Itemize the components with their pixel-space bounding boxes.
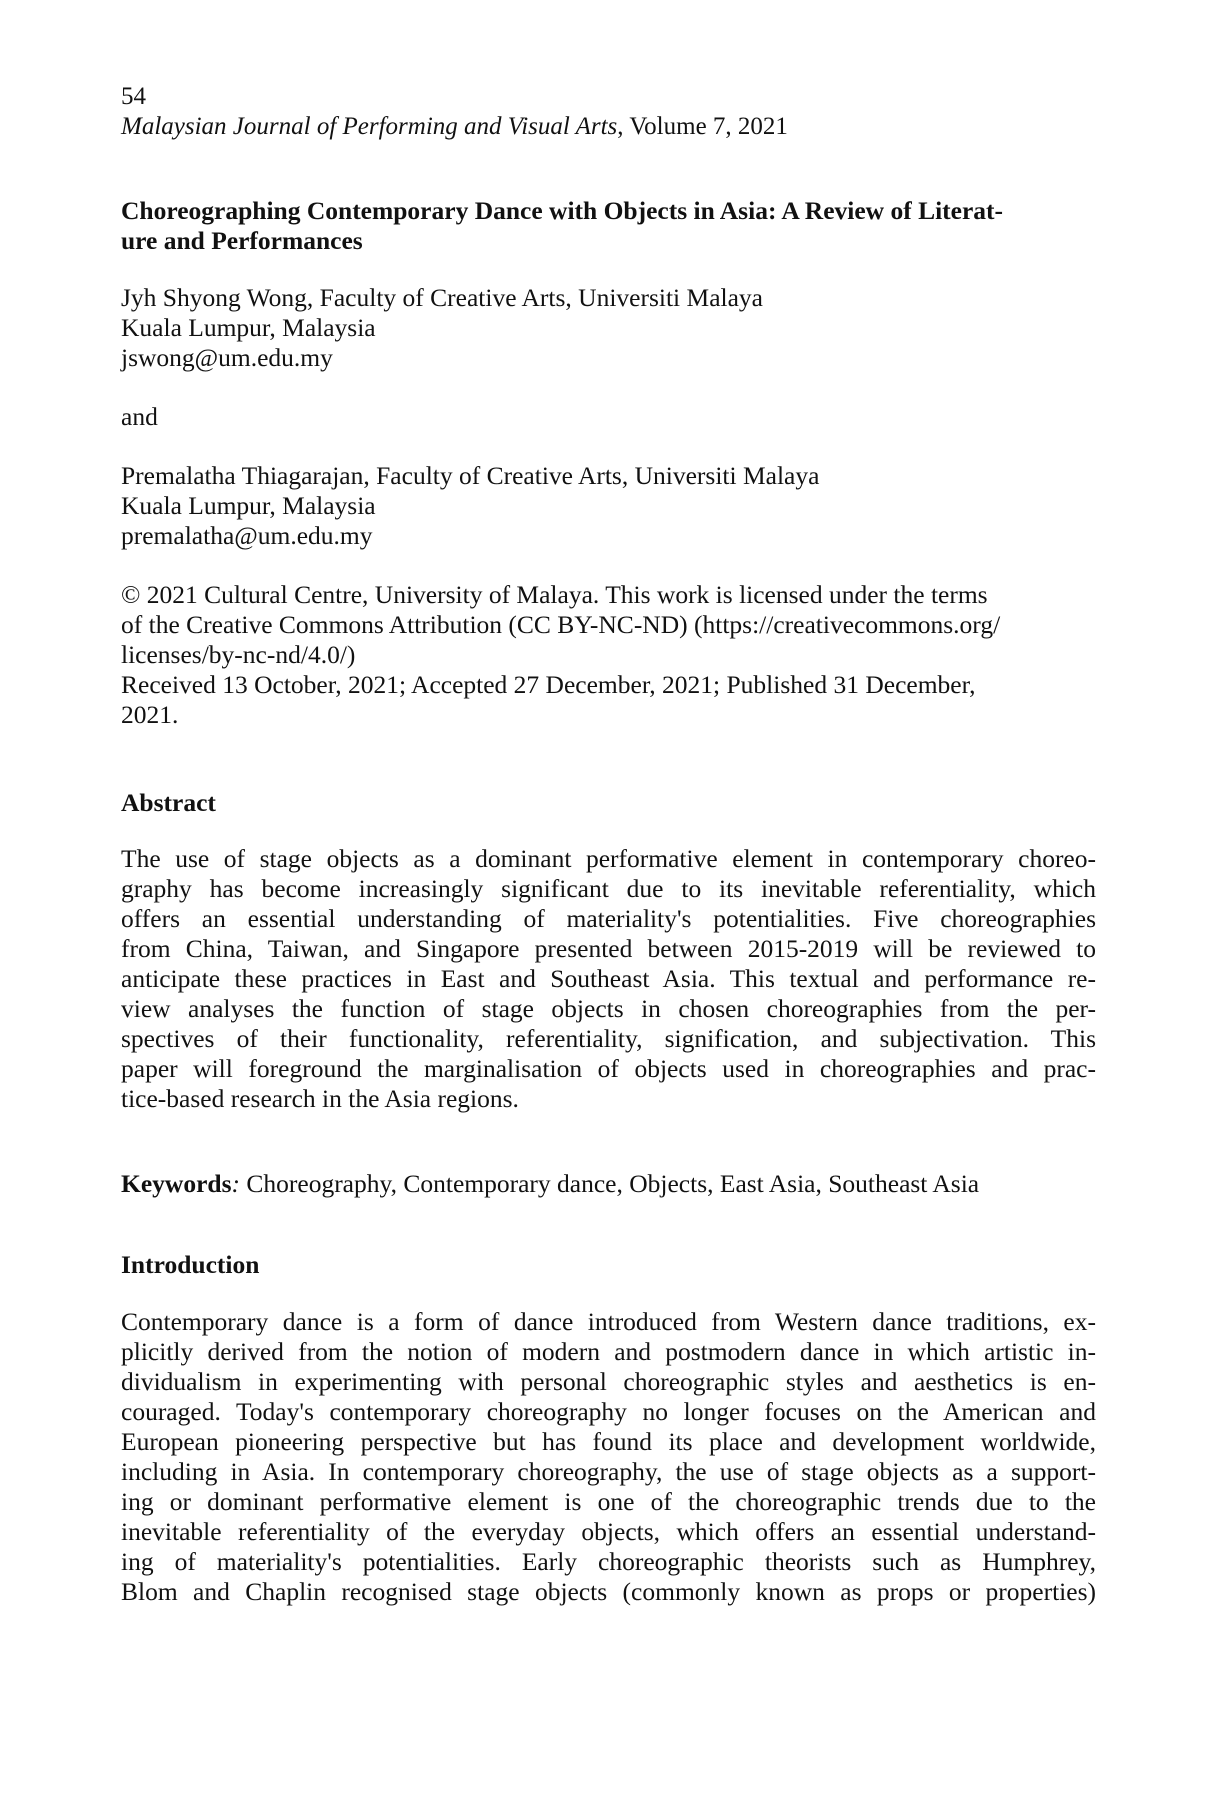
journal-name: Malaysian Journal of Performing and Visual Arts (121, 113, 618, 140)
introduction-heading: Introduction (121, 1250, 260, 1279)
abstract-line: anticipate these practices in East and Southeast Asia. This textual and performance re- (121, 964, 1096, 993)
author-location: Kuala Lumpur, Malaysia (121, 313, 376, 342)
author-block (121, 283, 1096, 373)
abstract-line: graphy has become increasingly significant due to its inevitable referentiality, which (121, 874, 1096, 903)
introduction-line: ing of materiality's potentialities. Early choreographic theorists such as Humphrey, (121, 1547, 1096, 1576)
abstract-body (121, 844, 1096, 1114)
paper-page (121, 82, 1096, 1607)
abstract-line: tice-based research in the Asia regions. (121, 1084, 519, 1113)
abstract-line: The use of stage objects as a dominant performative element in contemporary choreo- (121, 844, 1096, 873)
journal-volume-year: , Volume 7, 2021 (617, 113, 788, 140)
abstract-line: from China, Taiwan, and Singapore presented between 2015-2019 will be reviewed to (121, 934, 1096, 963)
author-block (121, 461, 1096, 551)
abstract-line: offers an essential understanding of materiality's potentialities. Five choreographies (121, 904, 1096, 933)
author-affiliation: Premalatha Thiagarajan, Faculty of Creative Arts, Universiti Malaya (121, 461, 820, 490)
journal-citation (121, 112, 1096, 142)
license-line: of the Creative Commons Attribution (CC BY-NC-ND) (https://creativecommons.org/ (121, 610, 1001, 639)
abstract-line: paper will foreground the marginalisation of objects used in choreographies and prac- (121, 1054, 1096, 1083)
introduction-line: dividualism in experimenting with personal choreographic styles and aesthetics is en- (121, 1367, 1096, 1396)
abstract-line: spectives of their functionality, referentiality, signification, and subjectivation. This (121, 1024, 1096, 1053)
introduction-body (121, 1307, 1096, 1607)
publication-dates-line: 2021. (121, 700, 179, 729)
introduction-line: Blom and Chaplin recognised stage objects (commonly known as props or properties) (121, 1577, 1096, 1606)
keywords-line (121, 1169, 1096, 1199)
author-affiliation: Jyh Shyong Wong, Faculty of Creative Arts, Universiti Malaya (121, 283, 763, 312)
keywords-list: Choreography, Contemporary dance, Objects, East Asia, Southeast Asia (240, 1169, 980, 1198)
title-line: ure and Performances (121, 226, 363, 255)
author-conjunction: and (121, 402, 158, 431)
license-line: licenses/by-nc-nd/4.0/) (121, 640, 356, 669)
author-location: Kuala Lumpur, Malaysia (121, 491, 376, 520)
author-email[interactable]: premalatha@um.edu.my (121, 521, 373, 550)
page-number: 54 (121, 83, 146, 110)
introduction-line: plicitly derived from the notion of modern and postmodern dance in which artistic in- (121, 1337, 1096, 1366)
introduction-line: European pioneering perspective but has found its place and development worldwide, (121, 1427, 1096, 1456)
author-email[interactable]: jswong@um.edu.my (121, 343, 333, 372)
keywords-label: Keywords (121, 1169, 232, 1198)
abstract-line: view analyses the function of stage objects in chosen choreographies from the per- (121, 994, 1096, 1023)
license-line: © 2021 Cultural Centre, University of Malaya. This work is licensed under the terms (121, 580, 988, 609)
title-line: Choreographing Contemporary Dance with Objects in Asia: A Review of Literat- (121, 196, 1004, 225)
introduction-line: including in Asia. In contemporary choreography, the use of stage objects as a support- (121, 1457, 1096, 1486)
keywords-colon: : (231, 1169, 240, 1198)
introduction-line: inevitable referentiality of the everyday objects, which offers an essential understand- (121, 1517, 1096, 1546)
license-notice (121, 580, 1096, 730)
abstract-heading: Abstract (121, 788, 216, 817)
introduction-line: couraged. Today's contemporary choreography no longer focuses on the American and (121, 1397, 1096, 1426)
publication-dates-line: Received 13 October, 2021; Accepted 27 December, 2021; Published 31 December, (121, 670, 976, 699)
article-title (121, 196, 1096, 256)
introduction-line: ing or dominant performative element is one of the choreographic trends due to the (121, 1487, 1096, 1516)
running-header (121, 82, 1096, 142)
introduction-line: Contemporary dance is a form of dance introduced from Western dance traditions, ex- (121, 1307, 1096, 1336)
